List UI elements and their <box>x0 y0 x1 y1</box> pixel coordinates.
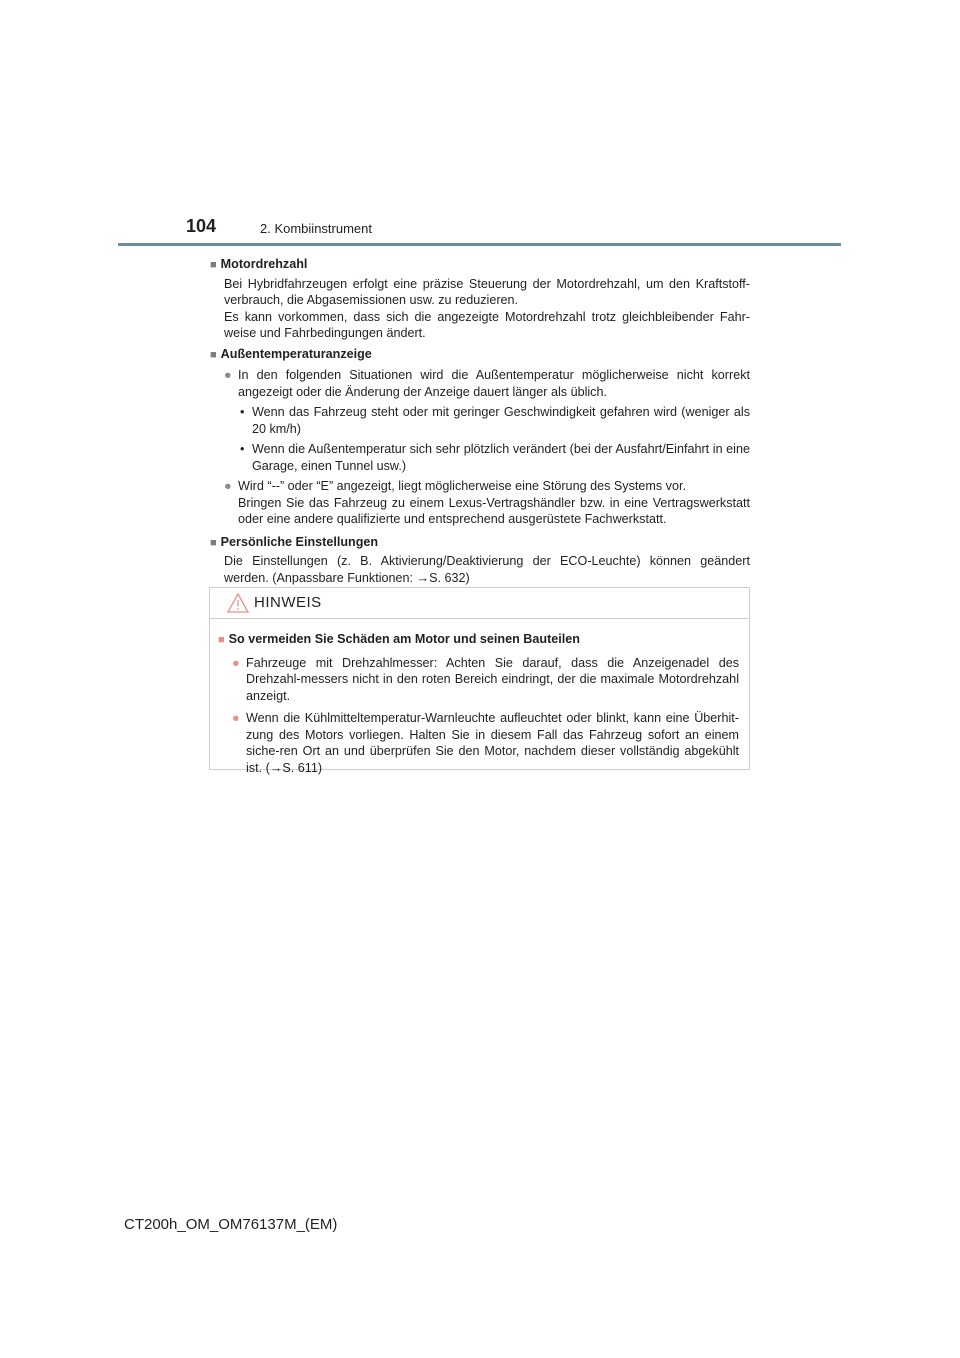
square-bullet-icon: ■ <box>210 348 217 361</box>
square-bullet-icon: ■ <box>210 536 217 549</box>
dot-marker-icon: • <box>240 442 245 456</box>
notice-body <box>210 619 749 776</box>
circle-bullet-icon: ● <box>224 368 232 382</box>
list-item: ● In den folgenden Situationen wird die Außentemperatur möglicherweise nicht korrekt angezeigt oder die Änderung der Anzeige dauert länger als üblich. <box>224 368 750 399</box>
paragraph: Es kann vorkommen, dass sich die angezeigte Motordrehzahl trotz gleichbleibender Fahr-weise und Fahrbedingungen ändert. <box>224 309 750 340</box>
chapter-title: 2. Kombiinstrument <box>260 221 372 236</box>
notice-title: HINWEIS <box>254 594 322 611</box>
notice-box <box>209 587 750 775</box>
paragraph: Die Einstellungen (z. B. Aktivierung/Deaktivierung der ECO-Leuchte) können geändert werden. (Anpassbare Funktionen: →S. 632) <box>224 554 750 585</box>
paragraph: Bei Hybridfahrzeugen erfolgt eine präzise Steuerung der Motordrehzahl, um den Kraftstoff-verbrauch, die Abgasemissionen usw. zu reduzieren. <box>224 276 750 307</box>
page-number: 104 <box>186 216 217 236</box>
section-title-motordrehzahl: ■ Motordrehzahl <box>210 257 308 271</box>
notice-list-item: ● Fahrzeuge mit Drehzahlmesser: Achten Sie darauf, dass die Anzeigenadel des Drehzahl-messers nicht in den roten Bereich eindringt, der die maximale Motordrehzahl anzeigt. <box>232 655 739 703</box>
list-item: ● Wird “--” oder “E” angezeigt, liegt möglicherweise eine Störung des Systems vor. Bringen Sie das Fahrzeug zu einem Lexus-Vertragshändler bzw. in eine Vertragswerkstatt oder eine andere qualifizierte und entsprechend ausgerüstete Fachwerkstatt. <box>224 479 750 526</box>
header-divider <box>118 243 841 246</box>
section-title-aussentemperatur: ■ Außentemperaturanzeige <box>210 346 372 361</box>
notice-header <box>210 588 749 619</box>
sub-list-item: • Wenn das Fahrzeug steht oder mit geringer Geschwindigkeit gefahren wird (weniger als 20 km/h) <box>240 405 750 436</box>
circle-bullet-icon: ● <box>232 655 240 670</box>
notice-section-title: ■ So vermeiden Sie Schäden am Motor und seinen Bauteilen <box>218 632 580 646</box>
circle-bullet-icon: ● <box>224 479 232 493</box>
square-bullet-icon: ■ <box>218 634 225 646</box>
document-code: CT200h_OM_OM76137M_(EM) <box>124 1216 338 1233</box>
page-header <box>0 0 960 250</box>
dot-marker-icon: • <box>240 405 245 419</box>
circle-bullet-icon: ● <box>232 711 240 725</box>
section-title-einstellungen: ■ Persönliche Einstellungen <box>210 534 379 549</box>
square-bullet-icon: ■ <box>210 259 217 271</box>
notice-list-item: ● Wenn die Kühlmitteltemperatur-Warnleuchte aufleuchtet oder blinkt, kann eine Überhit-zung des Motors vorliegen. Halten Sie in diesem Fall das Fahrzeug sofort an einem siche-ren Ort an und überprüfen Sie den Motor, nachdem dieser vollständig abgekühlt ist. (→S. 611) <box>232 711 739 775</box>
warning-triangle-icon <box>227 593 249 613</box>
sub-list-item: • Wenn die Außentemperatur sich sehr plötzlich verändert (bei der Ausfahrt/Einfahrt in eine Garage, einen Tunnel usw.) <box>240 442 750 473</box>
main-content <box>210 256 750 590</box>
